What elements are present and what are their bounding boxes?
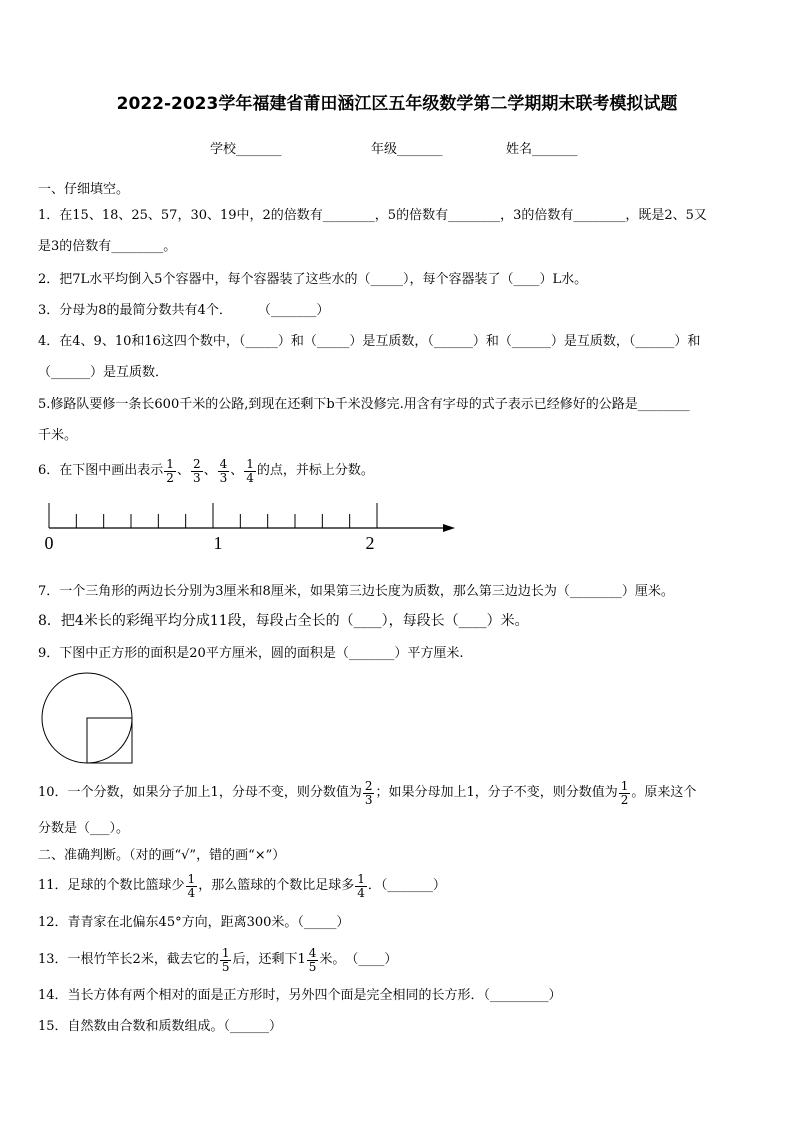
denominator: 2 <box>166 470 174 485</box>
fraction-1-4 <box>186 873 198 900</box>
q13-text-b: 后，还剩下1 <box>232 952 306 967</box>
label-0: 0 <box>44 533 54 553</box>
fraction-1-4 <box>244 458 256 485</box>
denominator: 5 <box>221 959 230 974</box>
question-6-suffix: 的点，并标上分数。 <box>256 463 374 478</box>
school-field[interactable]: 学校_______ <box>210 142 282 157</box>
question-2: 2．把7L水平均倒入5个容器中，每个容器装了这些水的（_____），每个容器装了（____）L水。 <box>38 272 588 287</box>
fraction-2-3 <box>191 458 203 485</box>
denominator: 4 <box>357 885 365 900</box>
question-4-line-2: （______）是互质数． <box>38 365 169 380</box>
question-15: 15．自然数由合数和质数组成。（______） <box>38 1019 283 1034</box>
denominator: 3 <box>219 470 228 485</box>
denominator: 4 <box>187 885 196 900</box>
denominator: 4 <box>246 470 254 485</box>
question-7: 7．一个三角形的两边长分别为3厘米和8厘米，如果第三边长度为质数，那么第三边边长为（________）厘米。 <box>38 584 674 599</box>
q13-text-c: 米。 （____） <box>319 952 398 967</box>
fraction-1-5 <box>220 947 232 974</box>
section-1-heading: 一、仔细填空。 <box>38 182 130 197</box>
fraction-4-5 <box>307 947 319 974</box>
denominator: 2 <box>620 792 629 807</box>
number-line-ticks <box>49 503 377 528</box>
numerator: 1 <box>357 871 365 886</box>
question-1-line-1: 1．在15、18、25、57，30、19中，2的倍数有________，5的倍数有________，3的倍数有________，既是2、5又 <box>38 208 707 223</box>
numerator: 4 <box>219 456 228 471</box>
denominator: 5 <box>308 959 317 974</box>
question-9: 9．下图中正方形的面积是20平方厘米，圆的面积是（_______）平方厘米. <box>38 646 464 661</box>
question-11 <box>38 869 446 903</box>
numerator: 4 <box>308 945 317 960</box>
q11-text-c: ．（_______） <box>367 878 446 893</box>
question-3: 3．分母为8的最简分数共有4个． （_______） <box>38 303 330 318</box>
square-shape <box>87 718 132 763</box>
fraction-1-2 <box>619 780 631 807</box>
question-5-line-1: 5.修路队要修一条长600千米的公路,到现在还剩下b千米没修完.用含有字母的式子表示已经修好的公路是________ <box>38 397 690 412</box>
question-14: 14．当长方体有两个相对的面是正方形时，另外四个面是完全相同的长方形．（_________） <box>38 988 562 1003</box>
q11-text-b: ，那么篮球的个数比足球多 <box>198 878 355 893</box>
question-13 <box>38 943 397 977</box>
numerator: 1 <box>246 456 254 471</box>
fraction-1-2 <box>164 458 176 485</box>
numerator: 2 <box>192 456 201 471</box>
question-6 <box>38 454 374 488</box>
separator: 、 <box>203 463 217 478</box>
label-2: 2 <box>365 533 375 553</box>
arrow-head-icon <box>443 524 455 532</box>
question-4-line-1: 4．在4、9、10和16这四个数中，（_____）和（_____）是互质数，（______）和（______）是互质数，（______）和 <box>38 334 701 349</box>
numerator: 1 <box>166 456 174 471</box>
question-10-line-2: 分数是（___）。 <box>38 821 130 836</box>
fraction-1-4 <box>355 873 367 900</box>
separator: 、 <box>230 463 244 478</box>
question-8: 8．把4米长的彩绳平均分成11段，每段占全长的（____），每段长（____）米。 <box>38 613 529 629</box>
section-2-heading: 二、准确判断。（对的画“√”，错的画“×”） <box>38 848 286 863</box>
q10-text-b: ；如果分母加上1，分子不变，则分数值为 <box>375 785 618 800</box>
question-5-line-2: 千米。 <box>38 428 78 443</box>
numerator: 2 <box>364 778 373 793</box>
denominator: 3 <box>364 792 373 807</box>
question-10-line-1 <box>38 776 696 810</box>
q13-text-a: 13．一根竹竿长2米，截去它的 <box>38 952 219 967</box>
page-title: 2022-2023学年福建省莆田涵江区五年级数学第二学期期末联考模拟试题 <box>116 94 678 114</box>
fraction-2-3 <box>363 780 375 807</box>
separator: 、 <box>176 463 190 478</box>
name-field[interactable]: 姓名_______ <box>506 142 578 157</box>
fraction-4-3 <box>218 458 230 485</box>
label-1: 1 <box>213 533 223 553</box>
q10-text-a: 10．一个分数，如果分子加上1，分母不变，则分数值为 <box>38 785 362 800</box>
q10-text-c: 。原来这个 <box>631 785 697 800</box>
denominator: 3 <box>192 470 201 485</box>
question-1-line-2: 是3的倍数有________。 <box>38 239 177 254</box>
grade-field[interactable]: 年级_______ <box>371 142 443 157</box>
q11-text-a: 11．足球的个数比篮球少 <box>38 878 185 893</box>
numerator: 1 <box>221 945 230 960</box>
question-12: 12．青青家在北偏东45°方向，距离300米。（_____） <box>38 915 350 930</box>
number-line <box>40 500 470 560</box>
question-6-prefix: 6．在下图中画出表示 <box>38 463 164 478</box>
numerator: 1 <box>187 871 196 886</box>
circle-square-figure <box>38 672 138 772</box>
numerator: 1 <box>620 778 629 793</box>
